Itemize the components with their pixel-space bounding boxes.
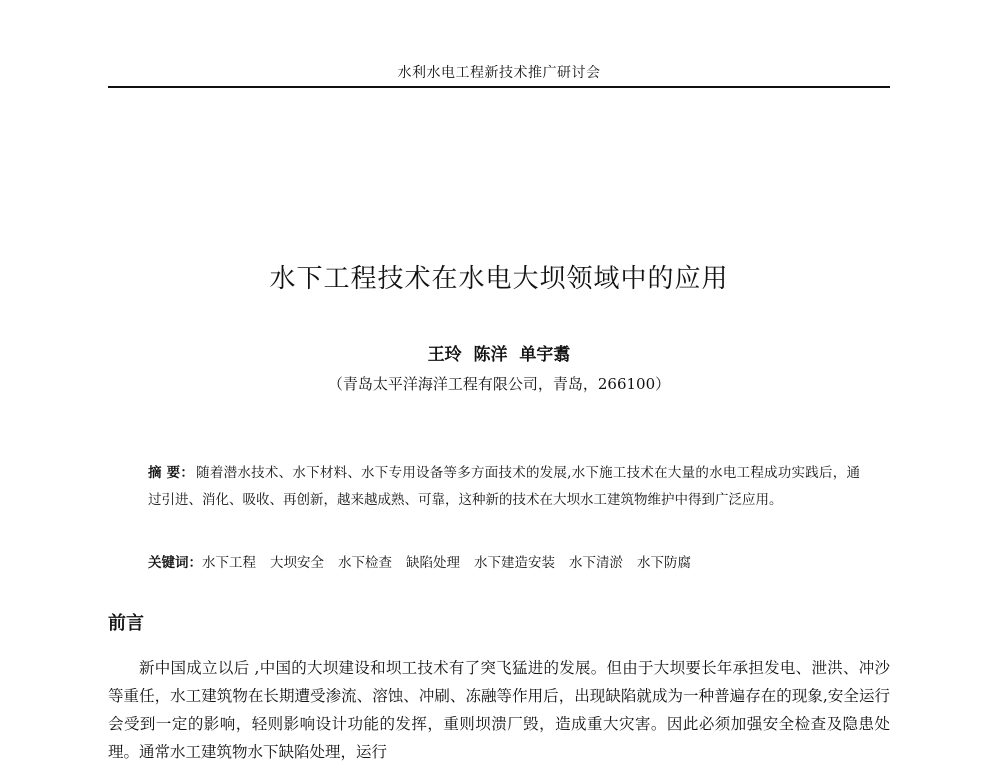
body-paragraph: 新中国成立以后 ,中国的大坝建设和坝工技术有了突飞猛进的发展。但由于大坝要长年承担发电、泄洪、冲沙等重任，水工建筑物在长期遭受渗流、溶蚀、冲刷、冻融等作用后，出现缺陷就成为一种普遍存在的现象,安全运行会受到一定的影响，轻则影响设计功能的发挥，重则坝溃厂毁，造成重大灾害。因此必须加强安全检查及隐患处理。通常水工建筑物水下缺陷处理，运行: [108, 659, 890, 761]
keywords: [148, 552, 860, 574]
abstract-text: 随着潜水技术、水下材料、水下专用设备等多方面技术的发展,水下施工技术在大量的水电工程成功实践后，通过引进、消化、吸收、再创新，越来越成熟、可靠，这种新的技术在大坝水工建筑物维护中得到广泛应用。: [148, 465, 861, 508]
keyword: 水下防腐: [637, 555, 691, 571]
paper-authors: 王玲 陈洋 单宇翥: [427, 345, 571, 365]
keyword: 缺陷处理: [406, 555, 460, 571]
keyword: 水下工程: [202, 555, 256, 571]
keyword: 水下检查: [338, 555, 392, 571]
paper-title: 水下工程技术在水电大坝领域中的应用: [269, 264, 729, 294]
keyword: 水下建造安装: [474, 555, 555, 571]
keywords-label: 关键词：: [148, 555, 202, 571]
paper-affiliation: （青岛太平洋海洋工程有限公司，青岛，266100）: [327, 375, 671, 393]
abstract: [148, 460, 860, 514]
keyword: 大坝安全: [270, 555, 324, 571]
abstract-label: 摘 要：: [148, 465, 195, 481]
keyword: 水下清淤: [569, 555, 623, 571]
running-header: 水利水电工程新技术推广研讨会: [397, 65, 601, 81]
section-heading: 前言: [108, 613, 144, 634]
header-rule: [108, 86, 890, 88]
